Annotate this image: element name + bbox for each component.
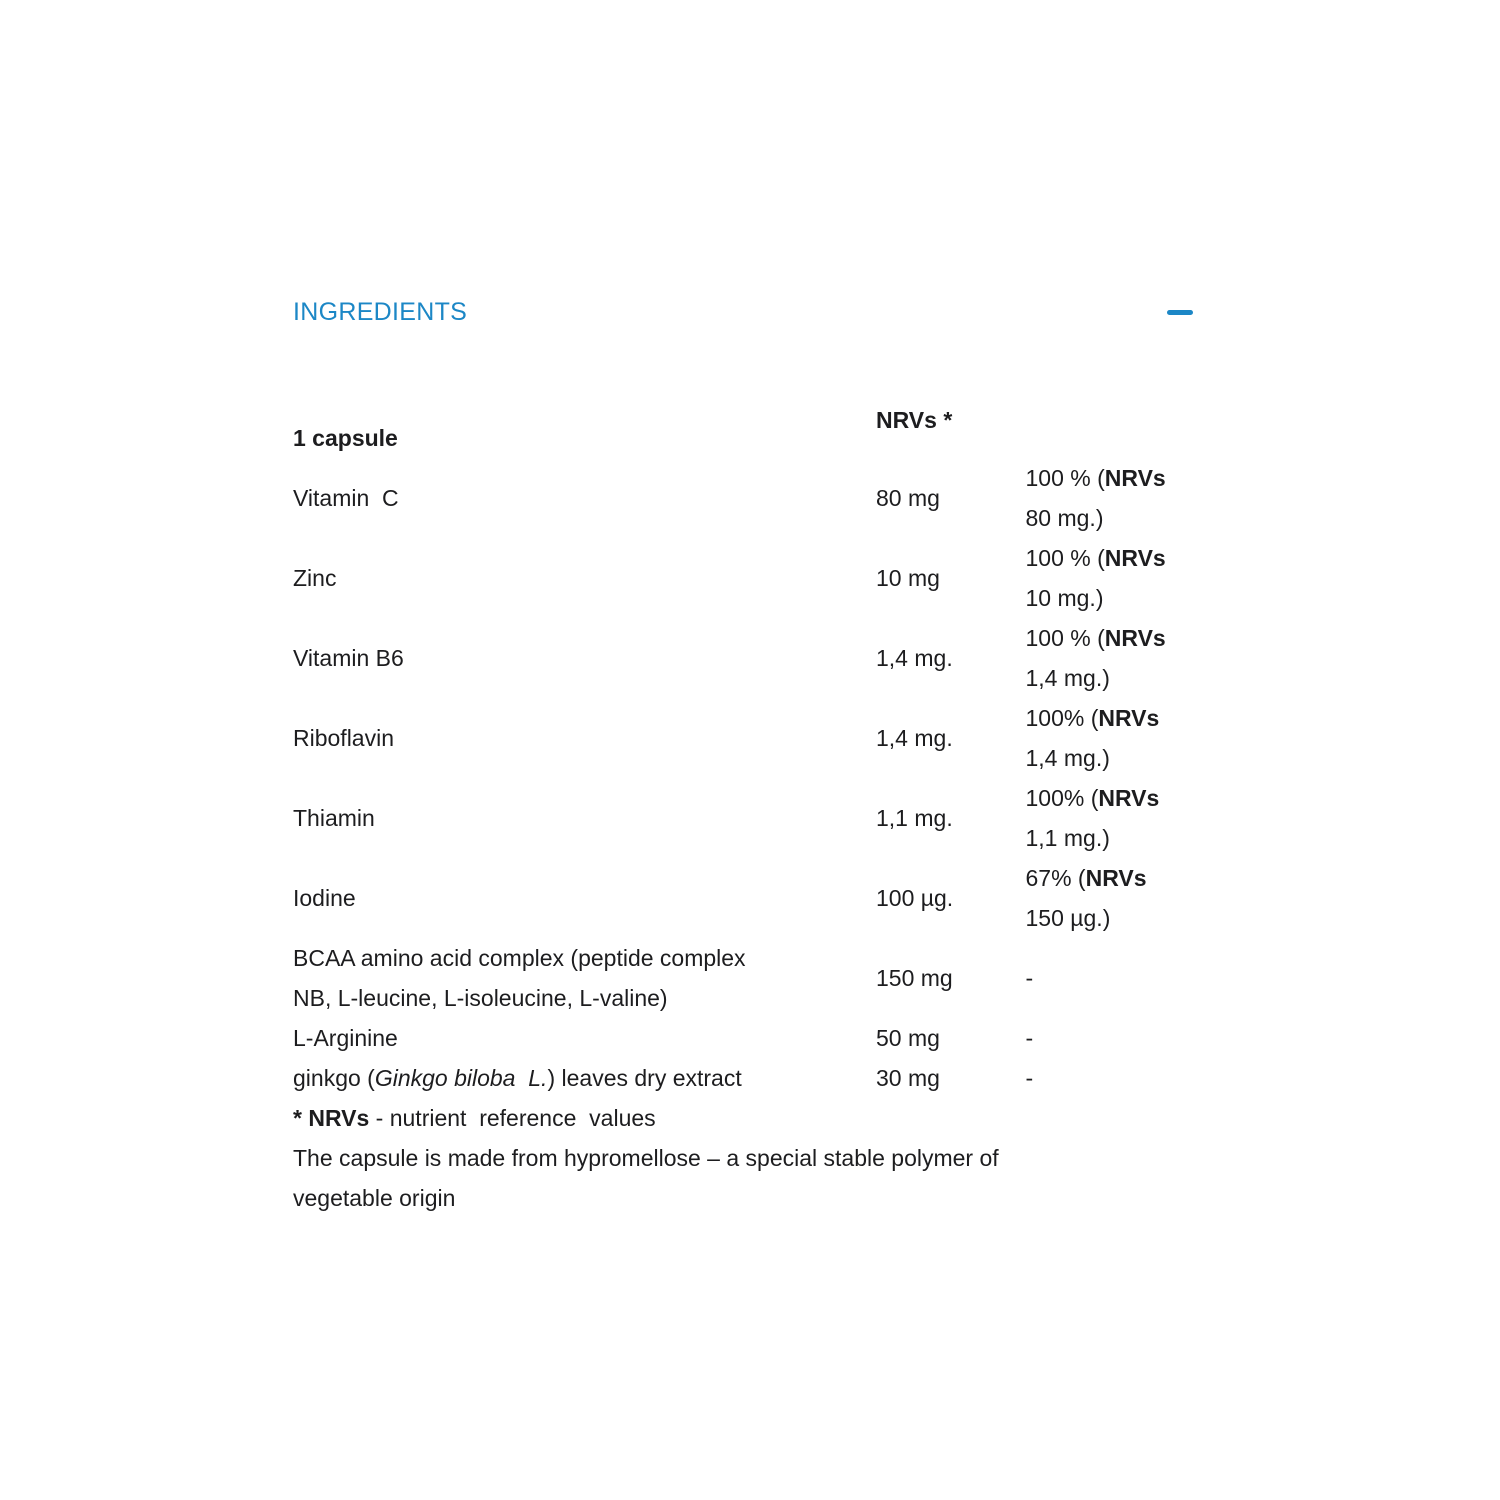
- ingredient-name-text: ginkgo (: [293, 1065, 375, 1091]
- nrv-bold-text: NRVs: [1104, 545, 1166, 571]
- ingredient-name: [293, 1058, 876, 1098]
- serving-header: 1 capsule: [293, 425, 398, 451]
- ingredient-amount: 30 mg: [876, 1065, 940, 1091]
- ingredient-nrv: [1026, 858, 1176, 938]
- ingredients-section: [293, 296, 1193, 1218]
- ingredient-name-text: ) leaves dry extract: [547, 1065, 742, 1091]
- table-row: [293, 938, 1175, 1018]
- nrv-header: NRVs *: [876, 407, 953, 433]
- ingredient-nrv: -: [1025, 965, 1034, 991]
- ingredient-latin-name: Ginkgo biloba L.: [374, 1065, 548, 1091]
- ingredient-name: Iodine: [293, 885, 356, 911]
- minus-icon[interactable]: [1167, 310, 1193, 315]
- ingredient-name: Vitamin B6: [293, 645, 404, 671]
- nrv-text: 100 % (: [1025, 465, 1105, 491]
- ingredient-amount: 150 mg: [876, 965, 953, 991]
- ingredient-amount: 10 mg: [876, 565, 940, 591]
- ingredient-name: L-Arginine: [293, 1025, 398, 1051]
- ingredient-amount: 100 µg.: [876, 885, 954, 911]
- ingredient-name: Thiamin: [293, 805, 375, 831]
- nrv-text: 100 % (: [1025, 545, 1105, 571]
- ingredient-nrv: -: [1025, 1025, 1034, 1051]
- ingredient-name: Vitamin C: [293, 485, 399, 511]
- ingredient-amount: 80 mg: [876, 485, 940, 511]
- footnote-text: - nutrient reference values: [369, 1105, 656, 1131]
- ingredient-nrv: -: [1025, 1065, 1034, 1091]
- nrv-text: 100 % (: [1025, 625, 1105, 651]
- nrv-text: 100% (: [1025, 785, 1099, 811]
- nrv-text: 10 mg.): [1025, 545, 1173, 611]
- ingredients-table: [293, 400, 1175, 1098]
- nrv-text: 100% (: [1025, 705, 1099, 731]
- ingredient-nrv: [1026, 458, 1176, 538]
- capsule-note: The capsule is made from hypromellose – a special stable polymer of vegetable origin: [293, 1145, 1006, 1211]
- table-header-row: [293, 400, 1175, 458]
- nrv-bold-text: NRVs: [1104, 465, 1166, 491]
- ingredient-amount: 50 mg: [876, 1025, 940, 1051]
- table-row: [293, 858, 1175, 938]
- ingredient-amount: 1,1 mg.: [876, 805, 953, 831]
- nrv-text: 67% (: [1025, 865, 1086, 891]
- nrv-text: 80 mg.): [1025, 465, 1173, 531]
- table-row: [293, 618, 1175, 698]
- footnote-bold-text: * NRVs: [293, 1105, 370, 1131]
- nrv-text: 1,1 mg.): [1025, 785, 1166, 851]
- nrv-text: 1,4 mg.): [1025, 625, 1173, 691]
- table-row: [293, 1018, 1175, 1058]
- ingredient-name: Riboflavin: [293, 725, 394, 751]
- nrv-text: 150 µg.): [1025, 865, 1153, 931]
- nrv-text: 1,4 mg.): [1025, 705, 1166, 771]
- table-row: [293, 458, 1175, 538]
- nrv-bold-text: NRVs: [1098, 785, 1160, 811]
- nrv-footnote: [293, 1098, 1193, 1138]
- nrv-bold-text: NRVs: [1098, 705, 1160, 731]
- section-header: [293, 296, 1193, 329]
- ingredient-name: BCAA amino acid complex (peptide complex NB, L-leucine, L-isoleucine, L-valine): [293, 945, 752, 1011]
- section-title: INGREDIENTS: [293, 298, 468, 326]
- table-row: [293, 538, 1175, 618]
- table-row: [293, 698, 1175, 778]
- ingredient-nrv: [1026, 698, 1176, 778]
- ingredient-nrv: [1026, 618, 1176, 698]
- nrv-bold-text: NRVs: [1104, 625, 1166, 651]
- ingredient-nrv: [1026, 778, 1176, 858]
- table-row: [293, 1058, 1175, 1098]
- ingredient-nrv: [1026, 538, 1176, 618]
- nrv-bold-text: NRVs: [1085, 865, 1147, 891]
- ingredient-amount: 1,4 mg.: [876, 645, 953, 671]
- table-row: [293, 778, 1175, 858]
- ingredient-amount: 1,4 mg.: [876, 725, 953, 751]
- ingredient-name: Zinc: [293, 565, 337, 591]
